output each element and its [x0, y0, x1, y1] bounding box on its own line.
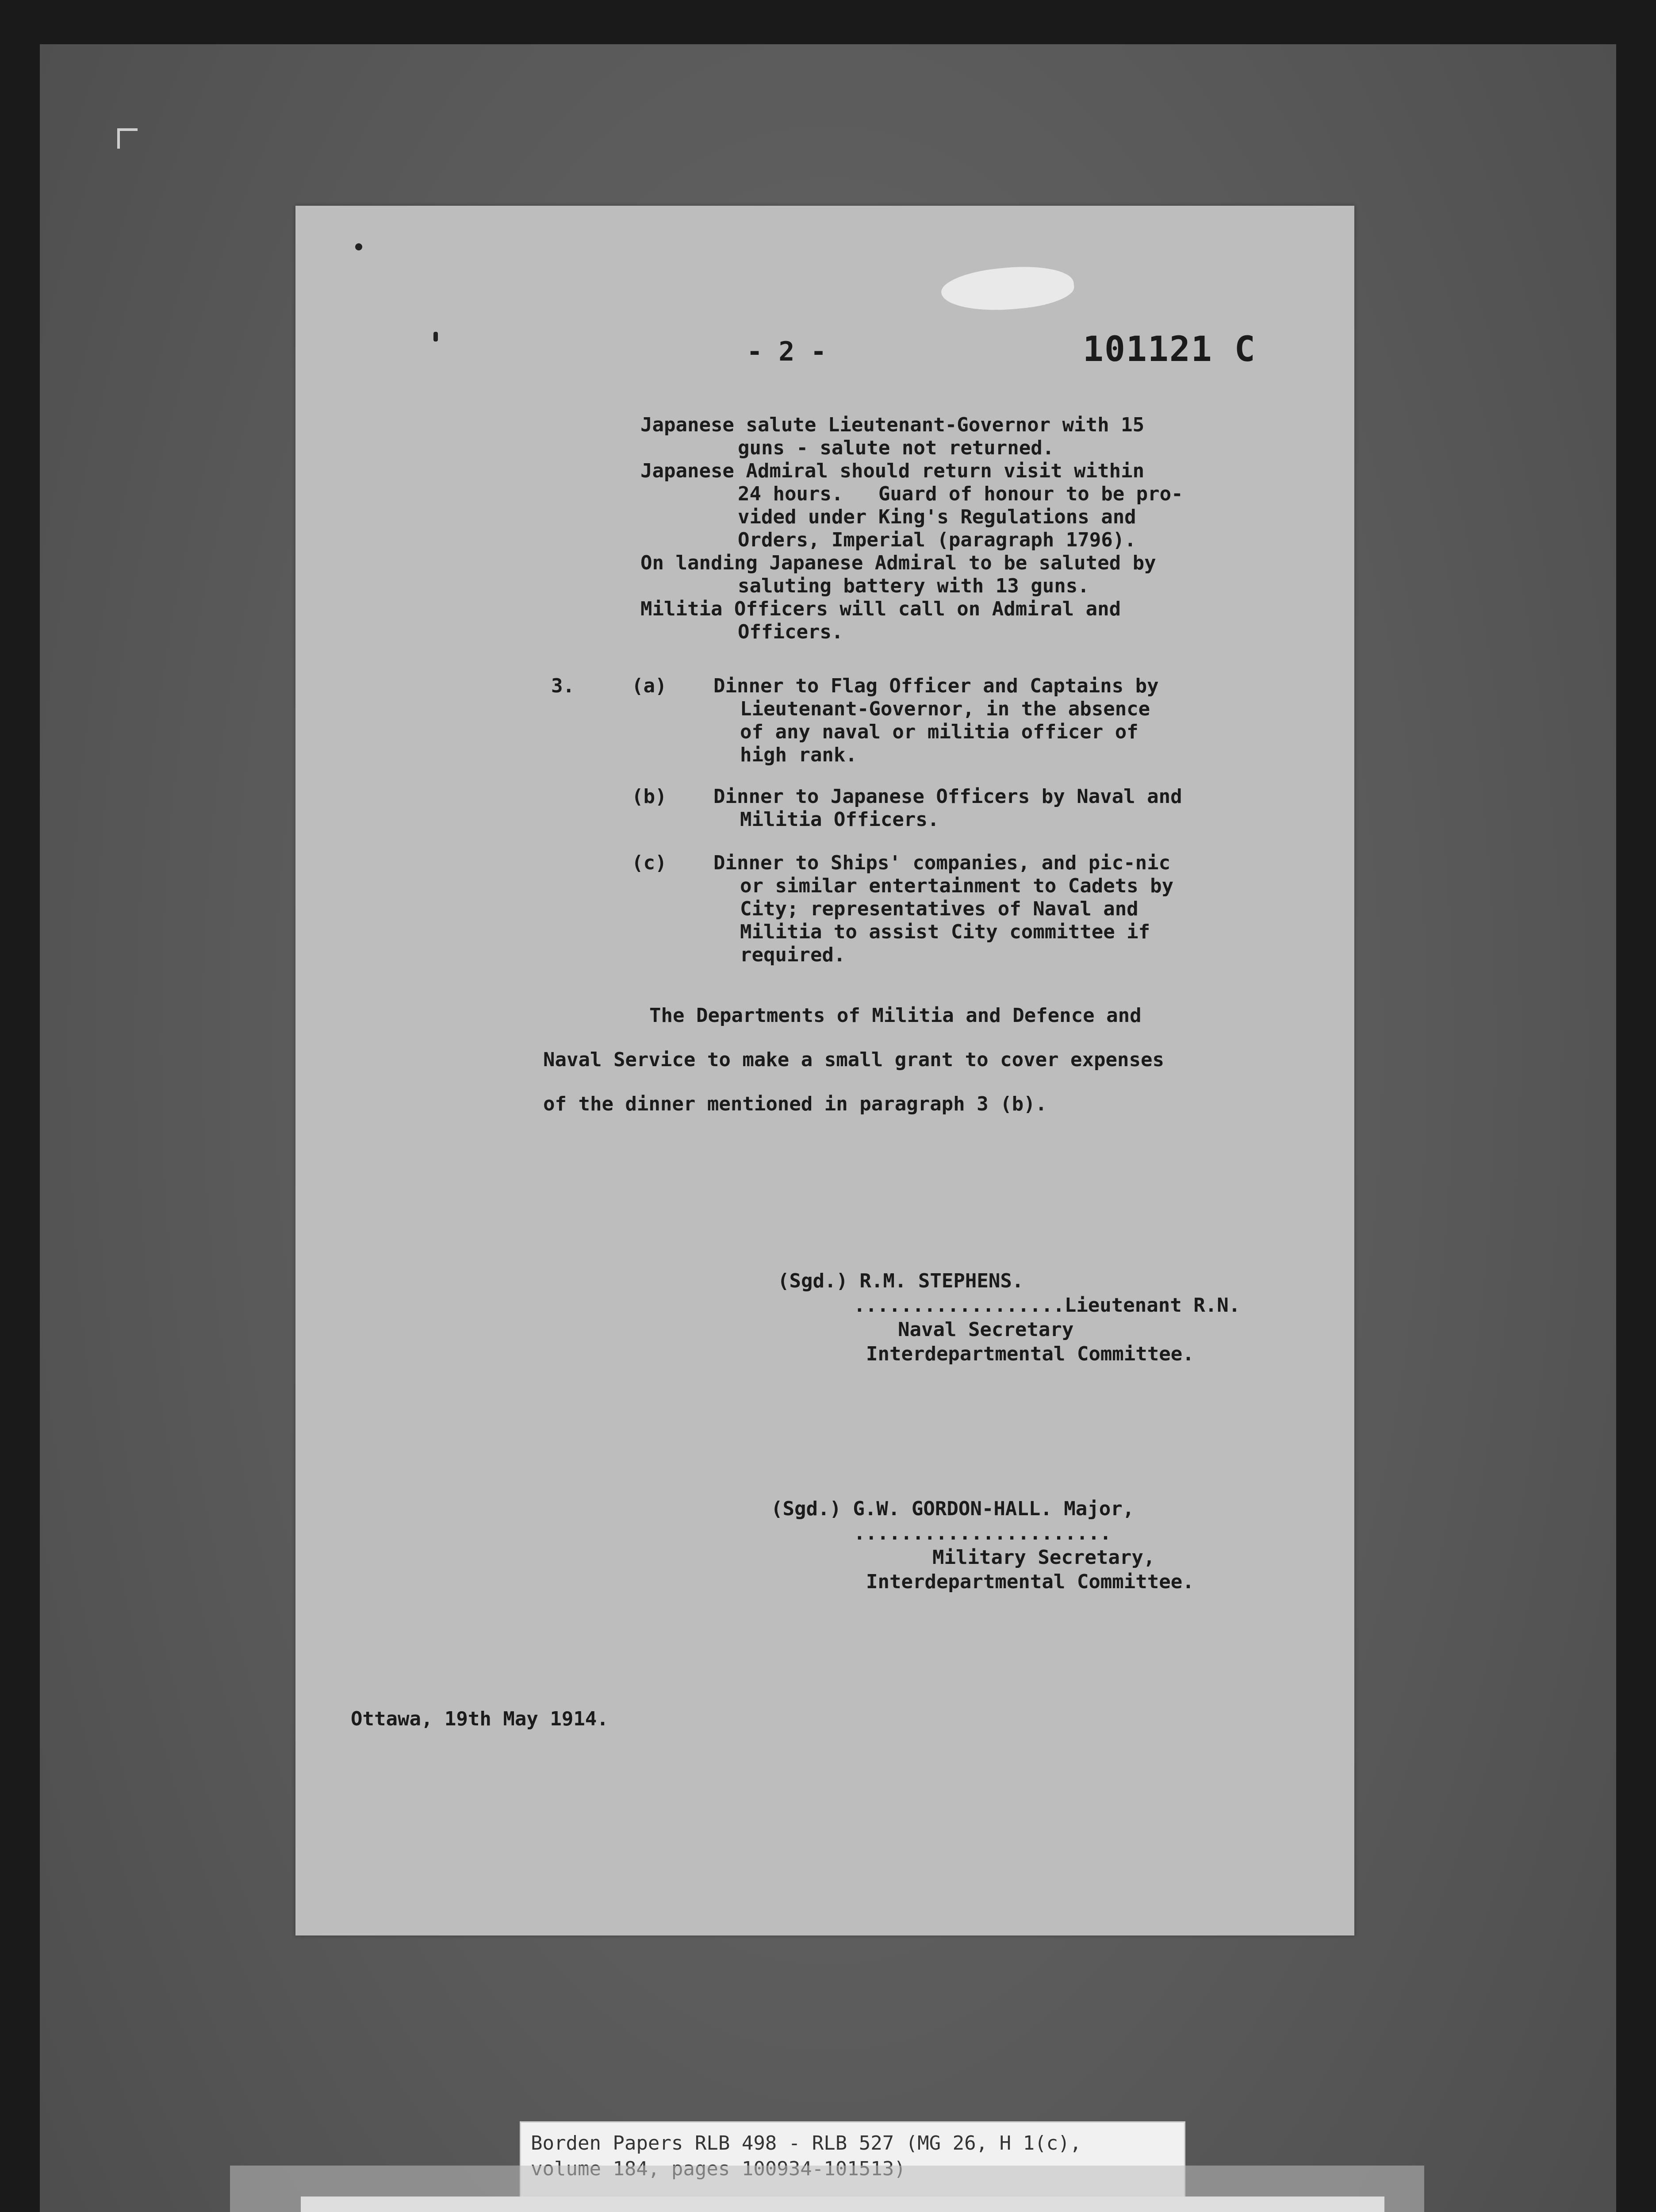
tape-fragment	[939, 261, 1076, 317]
mark-dot	[433, 332, 438, 342]
block1-line: Officers.	[738, 621, 843, 643]
paragraph-line: The Departments of Militia and Defence and	[649, 1004, 1142, 1027]
item-line: City; representatives of Naval and	[740, 898, 1138, 920]
signature-rank: ..................Lieutenant R.N.	[854, 1294, 1241, 1317]
punch-hole-dot	[355, 243, 362, 250]
signature-title: Interdepartmental Committee.	[866, 1571, 1194, 1593]
paragraph-line: Naval Service to make a small grant to cover expenses	[543, 1048, 1164, 1071]
frame-corner-mark	[117, 128, 138, 149]
block1-line: Orders, Imperial (paragraph 1796).	[738, 529, 1136, 551]
caption-line: Borden Papers RLB 498 - RLB 527 (MG 26, H 1(c),	[531, 2132, 1082, 2154]
item-line: Dinner to Ships' companies, and pic-nic	[713, 852, 1171, 874]
block1-line: On landing Japanese Admiral to be saluted by	[640, 552, 1156, 574]
paragraph-line: of the dinner mentioned in paragraph 3 (b).	[543, 1093, 1047, 1115]
block1-line: Japanese Admiral should return visit within	[640, 460, 1145, 482]
item-label: (a)	[632, 675, 667, 697]
item-line: Militia to assist City committee if	[740, 921, 1150, 943]
document-id: 101121 C	[1083, 330, 1256, 369]
signature-title: Military Secretary,	[932, 1546, 1155, 1569]
signature-title: Interdepartmental Committee.	[866, 1343, 1194, 1365]
item-label: (c)	[632, 852, 667, 874]
signature-sgd: (Sgd.) R.M. STEPHENS.	[778, 1270, 1024, 1292]
item-line: Militia Officers.	[740, 808, 939, 831]
item-line: high rank.	[740, 744, 857, 766]
item-line: or similar entertainment to Cadets by	[740, 875, 1174, 897]
block1-line: saluting battery with 13 guns.	[738, 575, 1089, 597]
block1-line: Japanese salute Lieutenant-Governor with 15	[640, 414, 1145, 436]
item-label: (b)	[632, 785, 667, 808]
block1-line: guns - salute not returned.	[738, 437, 1054, 459]
section-number: 3.	[551, 675, 575, 697]
document-page	[295, 206, 1354, 1936]
place-date: Ottawa, 19th May 1914.	[351, 1708, 609, 1730]
signature-title: Naval Secretary	[898, 1318, 1074, 1341]
item-line: Dinner to Japanese Officers by Naval and	[713, 785, 1182, 808]
archives-label	[301, 2197, 1384, 2212]
item-line: Dinner to Flag Officer and Captains by	[713, 675, 1159, 697]
signature-dots: ......................	[854, 1522, 1112, 1544]
signature-sgd: (Sgd.) G.W. GORDON-HALL. Major,	[771, 1498, 1135, 1520]
item-line: Lieutenant-Governor, in the absence	[740, 698, 1150, 720]
block1-line: Militia Officers will call on Admiral and	[640, 598, 1121, 620]
item-line: of any naval or militia officer of	[740, 721, 1138, 743]
block1-line: 24 hours. Guard of honour to be pro-	[738, 483, 1183, 505]
block1-line: vided under King's Regulations and	[738, 506, 1136, 528]
page-number: - 2 -	[747, 336, 827, 367]
item-line: required.	[740, 944, 846, 966]
